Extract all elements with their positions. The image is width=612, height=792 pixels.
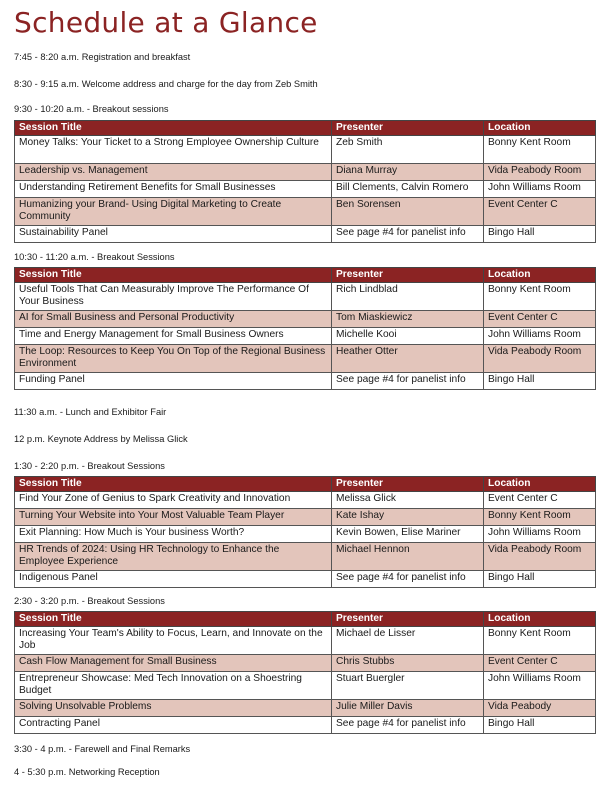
table-row bbox=[15, 543, 596, 571]
presenter: Zeb Smith bbox=[332, 136, 484, 164]
presenter: Chris Stubbs bbox=[332, 655, 484, 672]
session-title: Entrepreneur Showcase: Med Tech Innovation on a Shoestring Budget bbox=[15, 672, 332, 700]
session-table-4 bbox=[14, 611, 596, 734]
presenter: Ben Sorensen bbox=[332, 198, 484, 226]
table-row bbox=[15, 571, 596, 588]
location: Event Center C bbox=[484, 198, 596, 226]
location: John Williams Room bbox=[484, 672, 596, 700]
table-row bbox=[15, 226, 596, 243]
location: Bingo Hall bbox=[484, 717, 596, 734]
session-title: Sustainability Panel bbox=[15, 226, 332, 243]
schedule-item-networking: 4 - 5:30 p.m. Networking Reception bbox=[14, 767, 160, 777]
table-row bbox=[15, 136, 596, 164]
header-session: Session Title bbox=[15, 121, 332, 136]
schedule-item-farewell: 3:30 - 4 p.m. - Farewell and Final Remarks bbox=[14, 744, 191, 754]
header-location: Location bbox=[484, 477, 596, 492]
table-row bbox=[15, 492, 596, 509]
presenter: Rich Lindblad bbox=[332, 283, 484, 311]
session-title: Useful Tools That Can Measurably Improve The Performance Of Your Business bbox=[15, 283, 332, 311]
table-row bbox=[15, 164, 596, 181]
presenter: Bill Clements, Calvin Romero bbox=[332, 181, 484, 198]
presenter: Melissa Glick bbox=[332, 492, 484, 509]
location: Bonny Kent Room bbox=[484, 283, 596, 311]
table-row bbox=[15, 345, 596, 373]
table-header-row bbox=[15, 268, 596, 283]
session-title: HR Trends of 2024: Using HR Technology to Enhance the Employee Experience bbox=[15, 543, 332, 571]
session-title: Money Talks: Your Ticket to a Strong Employee Ownership Culture bbox=[15, 136, 332, 164]
header-location: Location bbox=[484, 121, 596, 136]
location: Vida Peabody bbox=[484, 700, 596, 717]
session-table-1 bbox=[14, 120, 596, 243]
session-title: Cash Flow Management for Small Business bbox=[15, 655, 332, 672]
table-row bbox=[15, 655, 596, 672]
location: Bingo Hall bbox=[484, 571, 596, 588]
schedule-item-breakout-2: 10:30 - 11:20 a.m. - Breakout Sessions bbox=[14, 252, 175, 262]
session-title: Turning Your Website into Your Most Valuable Team Player bbox=[15, 509, 332, 526]
presenter: Michael Hennon bbox=[332, 543, 484, 571]
table-header-row bbox=[15, 121, 596, 136]
presenter: Diana Murray bbox=[332, 164, 484, 181]
session-title: Find Your Zone of Genius to Spark Creativity and Innovation bbox=[15, 492, 332, 509]
presenter: Stuart Buergler bbox=[332, 672, 484, 700]
presenter: Julie Miller Davis bbox=[332, 700, 484, 717]
table-row bbox=[15, 717, 596, 734]
location: John Williams Room bbox=[484, 328, 596, 345]
session-title: Solving Unsolvable Problems bbox=[15, 700, 332, 717]
session-title: Increasing Your Team's Ability to Focus, Learn, and Innovate on the Job bbox=[15, 627, 332, 655]
table-header-row bbox=[15, 612, 596, 627]
header-location: Location bbox=[484, 612, 596, 627]
location: Event Center C bbox=[484, 311, 596, 328]
location: Event Center C bbox=[484, 492, 596, 509]
schedule-item-lunch: 11:30 a.m. - Lunch and Exhibitor Fair bbox=[14, 407, 167, 417]
presenter: Kate Ishay bbox=[332, 509, 484, 526]
session-title: Contracting Panel bbox=[15, 717, 332, 734]
table-row bbox=[15, 283, 596, 311]
session-title: Leadership vs. Management bbox=[15, 164, 332, 181]
location: Bonny Kent Room bbox=[484, 136, 596, 164]
table-row bbox=[15, 526, 596, 543]
session-title: Funding Panel bbox=[15, 373, 332, 390]
location: Vida Peabody Room bbox=[484, 543, 596, 571]
header-location: Location bbox=[484, 268, 596, 283]
location: Event Center C bbox=[484, 655, 596, 672]
header-presenter: Presenter bbox=[332, 477, 484, 492]
table-header-row bbox=[15, 477, 596, 492]
schedule-item-welcome: 8:30 - 9:15 a.m. Welcome address and charge for the day from Zeb Smith bbox=[14, 79, 318, 89]
table-row bbox=[15, 311, 596, 328]
table-row bbox=[15, 198, 596, 226]
presenter: Michelle Kooi bbox=[332, 328, 484, 345]
session-title: Indigenous Panel bbox=[15, 571, 332, 588]
session-table-3 bbox=[14, 476, 596, 588]
presenter: Heather Otter bbox=[332, 345, 484, 373]
location: John Williams Room bbox=[484, 181, 596, 198]
presenter: See page #4 for panelist info bbox=[332, 373, 484, 390]
table-row bbox=[15, 509, 596, 526]
table-row bbox=[15, 181, 596, 198]
session-title: Understanding Retirement Benefits for Small Businesses bbox=[15, 181, 332, 198]
location: John Williams Room bbox=[484, 526, 596, 543]
schedule-item-breakout-3: 1:30 - 2:20 p.m. - Breakout Sessions bbox=[14, 461, 165, 471]
schedule-item-keynote: 12 p.m. Keynote Address by Melissa Glick bbox=[14, 434, 188, 444]
schedule-item-breakout-1: 9:30 - 10:20 a.m. - Breakout sessions bbox=[14, 104, 169, 114]
presenter: See page #4 for panelist info bbox=[332, 571, 484, 588]
presenter: Tom Miaskiewicz bbox=[332, 311, 484, 328]
presenter: Kevin Bowen, Elise Mariner bbox=[332, 526, 484, 543]
session-title: Time and Energy Management for Small Business Owners bbox=[15, 328, 332, 345]
location: Bonny Kent Room bbox=[484, 627, 596, 655]
table-row bbox=[15, 672, 596, 700]
header-presenter: Presenter bbox=[332, 121, 484, 136]
table-row bbox=[15, 700, 596, 717]
header-presenter: Presenter bbox=[332, 612, 484, 627]
page-title: Schedule at a Glance bbox=[14, 6, 318, 39]
location: Bonny Kent Room bbox=[484, 509, 596, 526]
header-session: Session Title bbox=[15, 268, 332, 283]
location: Vida Peabody Room bbox=[484, 164, 596, 181]
location: Bingo Hall bbox=[484, 373, 596, 390]
table-row bbox=[15, 373, 596, 390]
session-title: The Loop: Resources to Keep You On Top of the Regional Business Environment bbox=[15, 345, 332, 373]
table-row bbox=[15, 627, 596, 655]
presenter: Michael de Lisser bbox=[332, 627, 484, 655]
header-session: Session Title bbox=[15, 612, 332, 627]
schedule-item-breakout-4: 2:30 - 3:20 p.m. - Breakout Sessions bbox=[14, 596, 165, 606]
location: Vida Peabody Room bbox=[484, 345, 596, 373]
header-presenter: Presenter bbox=[332, 268, 484, 283]
schedule-item-registration: 7:45 - 8:20 a.m. Registration and breakfast bbox=[14, 52, 191, 62]
session-table-2 bbox=[14, 267, 596, 390]
session-title: AI for Small Business and Personal Productivity bbox=[15, 311, 332, 328]
header-session: Session Title bbox=[15, 477, 332, 492]
presenter: See page #4 for panelist info bbox=[332, 717, 484, 734]
location: Bingo Hall bbox=[484, 226, 596, 243]
session-title: Exit Planning: How Much is Your business Worth? bbox=[15, 526, 332, 543]
session-title: Humanizing your Brand- Using Digital Marketing to Create Community bbox=[15, 198, 332, 226]
table-row bbox=[15, 328, 596, 345]
presenter: See page #4 for panelist info bbox=[332, 226, 484, 243]
